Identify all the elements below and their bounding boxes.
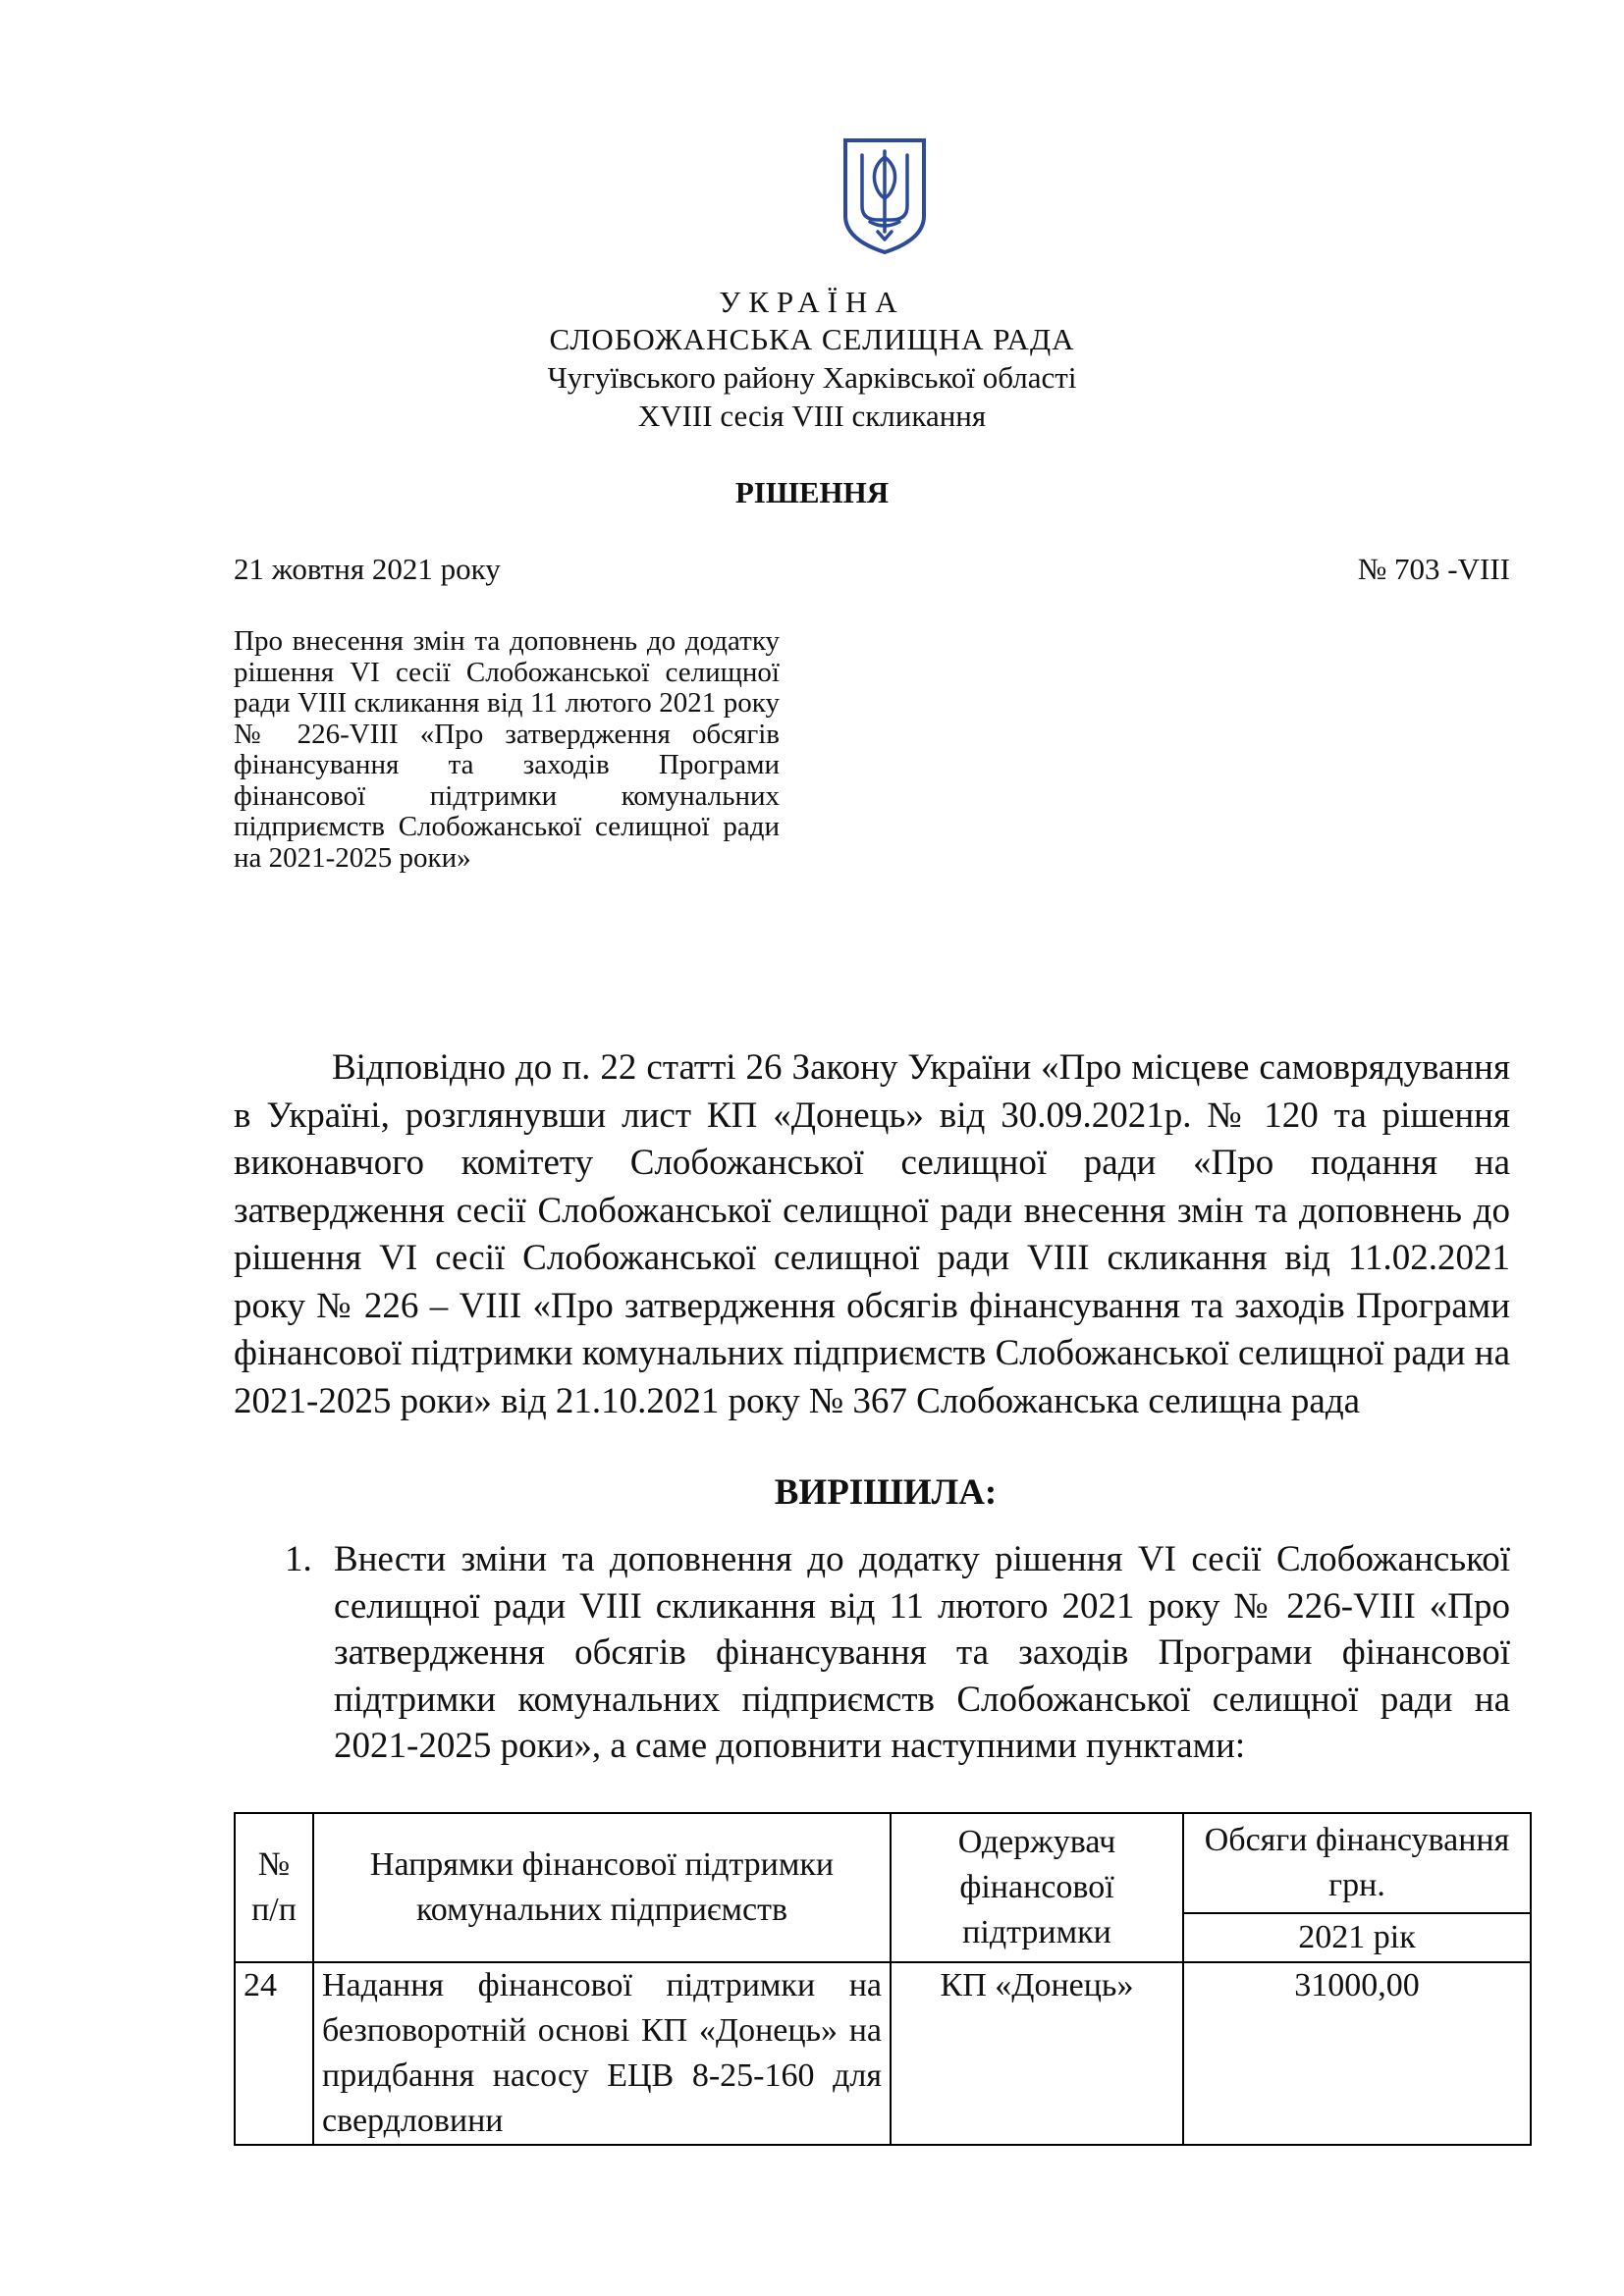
table-row [235, 1962, 1531, 2145]
list-item-number: 1. [285, 1539, 312, 1579]
district-name: Чугуївського району Харківської області [547, 360, 1077, 395]
row-amount: 31000,00 [1183, 1962, 1531, 2145]
decided-heading: ВИРІШИЛА: [774, 1472, 998, 1513]
preamble-paragraph [234, 1044, 1510, 1425]
row-direction: Надання фінансової підтримки на безповоротній основі КП «Донець» на придбання насосу ЕЦВ 8-25-160 для свердловини [313, 1962, 891, 2145]
header-recipient: Одержувач фінансової підтримки [891, 1813, 1183, 1962]
header-num: № п/п [235, 1813, 313, 1962]
list-item [285, 1536, 1512, 1782]
list-item-text: Внести зміни та доповнення до додатку рішення VI сесії Слобожанської селищної ради VIII скликання від 11 лютого 2021 року № 226-VIII «Про затвердження обсягів фінансування та заходів Програми фінансової підтримки комунальних підприємств Слобожанської селищної ради на 2021-2025 роки», а саме доповнити наступними пунктами: [334, 1539, 1510, 1766]
decision-date: 21 жовтня 2021 року [234, 552, 501, 586]
document-title: РІШЕННЯ [734, 475, 890, 509]
country-name: УКРАЇНА [719, 285, 905, 319]
preamble-text: Відповідно до п. 22 статті 26 Закону України «Про місцеве самоврядування в Україні, розглянувши лист КП «Донець» від 30.09.2021р. № 120 та рішення виконавчого комітету Слобожанської селищної ради «Про подання на затвердження сесії Слобожанської селищної ради внесення змін та доповнень до рішення VI сесії Слобожанської селищної ради VIII скликання від 11.02.2021 року № 226 – VIII «Про затвердження обсягів фінансування та заходів Програми фінансової підтримки комунальних підприємств Слобожанської селищної ради на 2021-2025 роки» від 21.10.2021 року № 367 Слобожанська селищна рада [234, 1047, 1510, 1421]
decision-number: № 703 -VIII [1357, 552, 1510, 586]
header-volume: Обсяги фінансування грн. [1183, 1813, 1531, 1913]
coat-of-arms-emblem [842, 137, 927, 255]
row-num: 24 [235, 1962, 313, 2145]
header-year: 2021 рік [1183, 1913, 1531, 1962]
decision-subject: Про внесення змін та доповнень до додатку рішення VI сесії Слобожанської селищної ради VIII скликання від 11 лютого 2021 року № 226-VIII «Про затвердження обсягів фінансування та заходів Програми фінансової підтримки комунальних підприємств Слобожанської селищної ради на 2021-2025 роки» [234, 625, 780, 874]
session-info: XVIII сесія VIII скликання [637, 399, 987, 433]
financing-table [234, 1812, 1532, 2146]
council-name: СЛОБОЖАНСЬКА СЕЛИЩНА РАДА [549, 322, 1075, 356]
table-header-row [235, 1813, 1531, 1913]
header-direction: Напрямки фінансової підтримки комунальних підприємств [313, 1813, 891, 1962]
row-recipient: КП «Донець» [891, 1962, 1183, 2145]
